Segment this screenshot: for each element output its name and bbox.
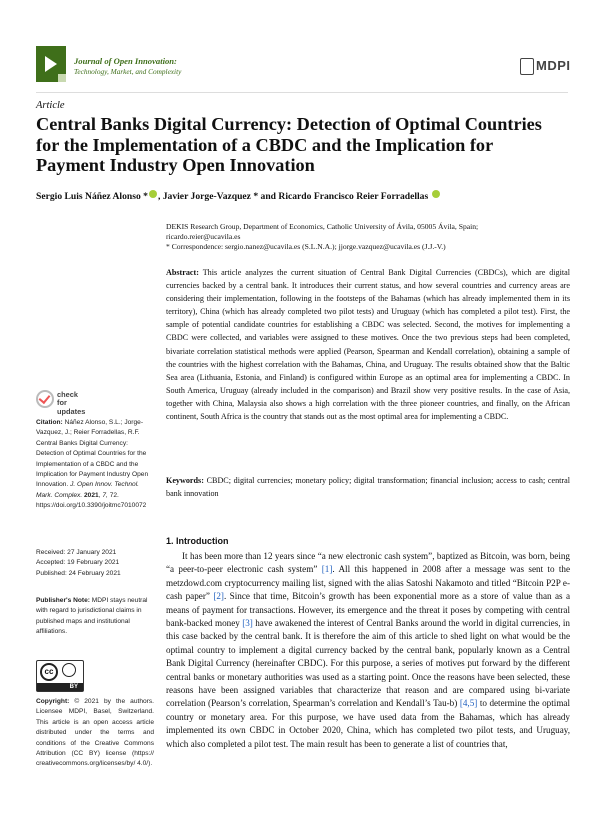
- body-text-5: to determine the optimal country or monetary area. For this purpose, we have used data from the Bahamas, which has already implemented its own CBDC in October 2020, China, which has completed two pilot tests, and Uruguay, which also completed a pilot test. The main result has been to generate a list of countries that,: [166, 698, 571, 749]
- body-text-4: have awakened the interest of Central Banks around the world in digital currencies, in this case backed by the central bank. It is therefore the aim of this article to shed light on what would be the optimal country to implement a digital currency backed by the central bank, popularly known as a Central Bank Digital Currency (hereinafter CBDC). For this purpose, a series of motives put forward by the different central banks or monetary authorities was used as a starting point. Once the reasons have been selected, these reasons have been assigned variables that characterize that reason and are compared using bi-variate correlation (Pearson’s correlation, Spearman’s correlation and Kendall’s Tau-b): [166, 618, 570, 709]
- keywords: [166, 474, 570, 500]
- journal-subtitle: Technology, Market, and Complexity: [74, 67, 182, 76]
- published-date: Published: 24 February 2021: [36, 569, 121, 577]
- citation-label: Citation:: [36, 419, 63, 426]
- mdpi-logo: [520, 58, 571, 75]
- cc-icon: cc: [40, 663, 58, 681]
- copyright-label: Copyright:: [36, 698, 70, 705]
- section-heading: 1. Introduction: [166, 536, 229, 546]
- pubnote-label: Publisher's Note:: [36, 597, 90, 604]
- keywords-text: CBDC; digital currencies; monetary policy; digital transformation; financial inclusion; access to cash; central bank innovation: [166, 476, 570, 499]
- article-type: Article: [36, 100, 65, 111]
- abstract-text: This article analyzes the current situation of Central Bank Digital Currencies (CBDCs), which are digital currencies backed by a central bank. It introduces their current status, and how several countries and currency areas are considering their implementation, following in the footsteps of the Bahamas (which has already implemented them in its territory), China (which has already completed two pilot tests) and Uruguay (which has completed a pilot test). First, the sample of potential candidate countries for establishing a CBDC was selected. Second, the motives for implementing a CBDC were collected, and variables were assigned to these motives. Once the two previous steps had been completed, bivariate correlation statistical methods were applied (Pearson, Spearman and Kendall correlation), obtaining a sample of the countries with the highest correlation with the Bahamas, China, and Uruguay. The results obtained show that the Baltic Sea area (Lithuania, Estonia, and Finland) is configured within Europe as an optimal area for implementing a CBDC. In South America, Uruguay (already included in the comparison) and Brazil show very positive results. In the case of Asia, together with China, Malaysia also shows a high correlation with the three pioneer countries, and finally, on the African continent, South Africa is the country that stands out as the most optimal area for implementing a CBDC.: [166, 268, 570, 422]
- copyright: [36, 697, 154, 770]
- cc-by-license-icon[interactable]: [36, 660, 84, 692]
- person-icon: [62, 663, 76, 677]
- correspondence: * Correspondence: sergio.nanez@ucavila.es (S.L.N.A.); jjorge.vazquez@ucavila.es (J.J.-V.): [166, 242, 446, 251]
- mdpi-logo-text: MDPI: [536, 58, 571, 73]
- orcid-icon[interactable]: [149, 190, 157, 198]
- citation-year: 2021: [82, 491, 99, 499]
- abstract-label: Abstract:: [166, 268, 199, 277]
- accepted-date: Accepted: 19 February 2021: [36, 559, 120, 567]
- header-divider: [36, 92, 568, 93]
- citation-text: Náñez Alonso, S.L.; Jorge-Vazquez, J.; Reier Forradellas, R.F. Central Banks Digital Currency: Detection of Optimal Countries for the Implementation of a CBDC and the Implication for Payment Industry Open Innovation.: [36, 419, 149, 489]
- keywords-label: Keywords:: [166, 476, 204, 485]
- journal-name: Journal of Open Innovation:: [74, 56, 177, 66]
- reference-link[interactable]: [3]: [242, 618, 253, 629]
- author-2-3: , Javier Jorge-Vazquez * and Ricardo Francisco Reier Forradellas: [157, 191, 429, 202]
- author-list: [36, 190, 576, 202]
- orcid-icon[interactable]: [432, 190, 440, 198]
- reference-link[interactable]: [4,5]: [459, 698, 478, 709]
- mdpi-hex-icon: [520, 58, 534, 75]
- body-text-3: . Since that time, Bitcoin’s growth has been exponential more as a store of value than as a means of payment for transactions. However, its emergence and the threat it poses by competing with central bank-backed money: [166, 591, 571, 629]
- citation-journal: J. Open Innov. Technol. Mark. Complex.: [36, 481, 140, 499]
- by-label: BY: [37, 683, 83, 691]
- reference-link[interactable]: [1]: [321, 564, 333, 575]
- body-text-1: It has been more than 12 years since “a new electronic cash system”, baptized as Bitcoin, was born, being “a peer-to-peer electronic cash system”: [166, 551, 570, 575]
- journal-logo: [36, 46, 66, 82]
- author-1: Sergio Luis Náñez Alonso *: [36, 191, 148, 202]
- reference-link[interactable]: [2]: [213, 591, 224, 602]
- citation-pages: 72.: [109, 491, 119, 499]
- check-label-2: updates: [57, 406, 86, 416]
- received-date: Received: 27 January 2021: [36, 549, 117, 556]
- dates: [36, 548, 154, 579]
- body-text-2: . All this happened in 2008 after a message was sent to the metzdowd.com cryptocurrency mailing list, signed with the alias Satoshi Nakamoto and titled “Bitcoin P2P e-cash paper”: [166, 564, 571, 602]
- citation-doi[interactable]: https://doi.org/10.3390/joitmc7010072: [36, 502, 147, 510]
- citation-volume: , 7,: [98, 491, 110, 499]
- abstract: [166, 266, 570, 423]
- copyright-text: © 2021 by the authors. Licensee MDPI, Basel, Switzerland. This article is an open access article distributed under the terms and conditions of the Creative Commons Attribution (CC BY) license (https:// creativecommons.org/licenses/by/ 4.0/).: [36, 698, 154, 768]
- affiliation-email[interactable]: ricardo.reier@ucavila.es: [166, 232, 241, 241]
- check-for-updates-badge[interactable]: [36, 390, 84, 416]
- publisher-note: [36, 596, 154, 638]
- affiliation-line: DEKIS Research Group, Department of Economics, Catholic University of Ávila, 05005 Ávila, Spain;: [166, 222, 479, 231]
- check-label-1: check for: [57, 390, 78, 408]
- body-paragraph: [166, 550, 570, 751]
- citation: [36, 418, 154, 512]
- check-icon: [36, 390, 54, 408]
- paper-title: Central Banks Digital Currency: Detection of Optimal Countries for the Implementation of a CBDC and the Implication for Payment Industry Open Innovation: [36, 114, 542, 175]
- pubnote-text: MDPI stays neutral with regard to jurisdictional claims in published maps and institutional affiliations.: [36, 597, 148, 636]
